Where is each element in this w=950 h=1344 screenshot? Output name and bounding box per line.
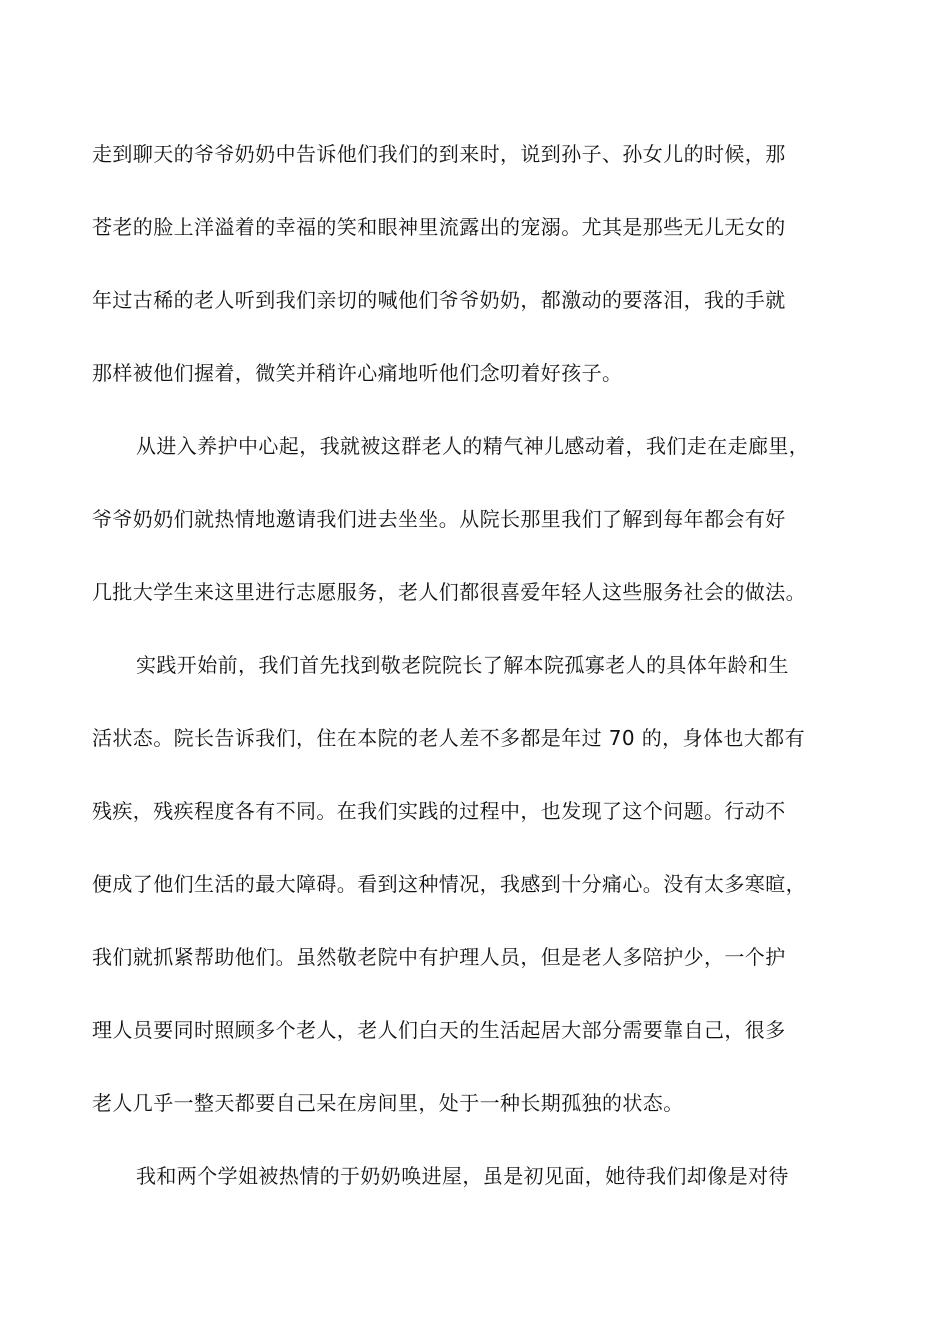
text-line: 我们就抓紧帮助他们。虽然敬老院中有护理人员，但是老人多陪护少，一个护 — [92, 945, 786, 969]
text-line: 残疾，残疾程度各有不同。在我们实践的过程中，也发现了这个问题。行动不 — [92, 799, 786, 823]
paragraph-first-line: 实践开始前，我们首先找到敬老院院长了解本院孤寡老人的具体年龄和生 — [136, 653, 789, 677]
text-line: 活状态。院长告诉我们，住在本院的老人差不多都是年过 70 的，身体也大都有 — [92, 726, 805, 750]
paragraph-first-line: 我和两个学姐被热情的于奶奶唤进屋，虽是初见面，她待我们却像是对待 — [136, 1164, 789, 1188]
text-line: 理人员要同时照顾多个老人，老人们白天的生活起居大部分需要靠自己，很多 — [92, 1018, 786, 1042]
text-line: 那样被他们握着，微笑并稍许心痛地听他们念叨着好孩子。 — [92, 361, 623, 385]
text-line: 老人几乎一整天都要自己呆在房间里，处于一种长期孤独的状态。 — [92, 1091, 684, 1115]
text-line: 苍老的脸上洋溢着的幸福的笑和眼神里流露出的宠溺。尤其是那些无儿无女的 — [92, 215, 786, 239]
text-line: 几批大学生来这里进行志愿服务，老人们都很喜爱年轻人这些服务社会的做法。 — [92, 580, 806, 604]
text-line: 年过古稀的老人听到我们亲切的喊他们爷爷奶奶，都激动的要落泪，我的手就 — [92, 288, 786, 312]
paragraph-first-line: 从进入养护中心起，我就被这群老人的精气神儿感动着，我们走在走廊里， — [136, 434, 810, 458]
text-line: 爷爷奶奶们就热情地邀请我们进去坐坐。从院长那里我们了解到每年都会有好 — [92, 507, 786, 531]
text-line: 便成了他们生活的最大障碍。看到这种情况，我感到十分痛心。没有太多寒暄， — [92, 872, 806, 896]
text-line: 走到聊天的爷爷奶奶中告诉他们我们的到来时，说到孙子、孙女儿的时候，那 — [92, 142, 786, 166]
